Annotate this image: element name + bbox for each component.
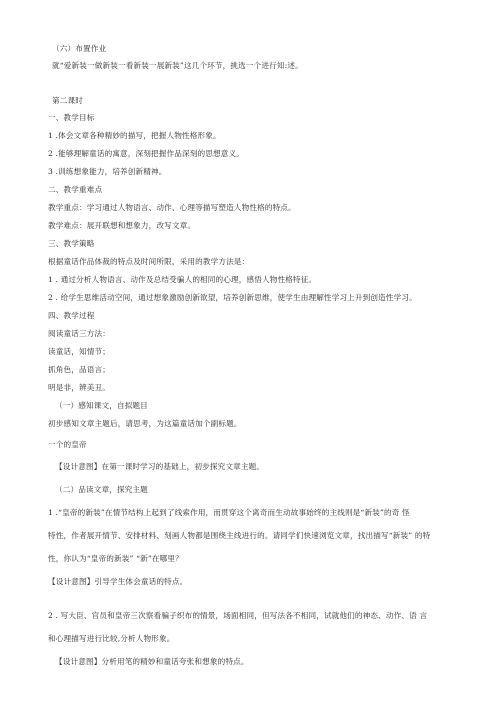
question-1-line-3: 性，你认为“皇帝的新装” “新”在哪里？ xyxy=(48,554,183,563)
reading-method-1: 读童话，知情节； xyxy=(48,347,110,356)
goal-item-2: 2 .能够理解童话的寓意，深刻把握作品深刻的思想意义。 xyxy=(48,149,244,158)
step-1-text: 初步感知文章主题后，请思考，为这篇童话加个副标题。 xyxy=(48,419,242,428)
section-heading-key-points: 二、教学重难点 xyxy=(48,185,103,194)
step-heading-2: （二）品读文章，探究主题 xyxy=(55,485,148,494)
section-heading-process: 四、教学过程 xyxy=(48,311,95,320)
design-intent-3: 【设计意图】分析用笔的精妙和童话夸张和想象的特点。 xyxy=(55,657,249,666)
design-intent-2: 【设计意图】引导学生体会童话的特点。 xyxy=(48,577,188,586)
question-2-line-2: 和心理描写进行比较,分析人物形象。 xyxy=(48,634,175,643)
strategy-item-2: 2 . 给学生思维活动空间，通过想象激励创新欲望，培养创新思维，使学生由理解性学习上升到创造性学习。 xyxy=(48,293,417,302)
section-heading-strategy: 三、教学策略 xyxy=(48,239,95,248)
reading-method-2: 抓角色，品语言； xyxy=(48,365,110,374)
reading-methods-heading: 阅读童话三方法： xyxy=(48,329,110,338)
design-intent-1: 【设计意图】在第一课时学习的基础上，初步探究文章主题。 xyxy=(55,462,265,471)
assignment-text: 就“爱新装一做新装一看新装一展新装”这几个环节，挑选一个进行知:述。 xyxy=(52,61,303,70)
goal-item-1: 1 .体会文章各种精妙的描写，把握人物性格形象。 xyxy=(48,131,221,140)
strategy-item-1: 1 . 通过分析人物语言、动作及总结受骗人的相同的心理，感悟人物性格特征。 xyxy=(48,275,317,284)
question-2-line-1: 2 . 写大臣、官员和皇帝三次察看骗子织布的情景，场面相同，但写法各不相同，试就他们的神态、动作、语 言 xyxy=(48,611,428,620)
question-1-line-1: 1 .“皇帝的新装”在情节结构上起到了线索作用，而贯穿这个离奇而生动故事始终的主线则是“新装”的奇 怪 xyxy=(48,508,410,517)
reading-method-3: 明是非，辨美丑。 xyxy=(48,383,110,392)
strategy-intro: 根据童话作品体裁的特点及时间所限，采用的教学方法是： xyxy=(48,257,250,266)
subtitle-blank: 一个的皇帝 xyxy=(48,440,87,449)
lesson-title: 第二课时 xyxy=(52,96,83,105)
goal-item-3: 3 .训练想象能力，培养创新精神。 xyxy=(48,167,167,176)
difficult-point-text: 教学难点：展开联想和想象力，改写文章。 xyxy=(48,221,196,230)
section-heading-assignment: （六）布置作业 xyxy=(52,44,107,53)
section-heading-goals: 一、教学目标 xyxy=(48,113,95,122)
step-heading-1: （一）感知课文，自拟题目 xyxy=(55,401,148,410)
key-point-text: 教学重点：学习通过人物语言、动作、心理等描写塑造人物性格的特点。 xyxy=(48,203,296,212)
question-1-line-2: 特性，作者展开情节、安排材料、刻画人物都是围绕主线进行的。请同学们快速浏览文章，找出描写“新装” 的特 xyxy=(48,531,431,540)
